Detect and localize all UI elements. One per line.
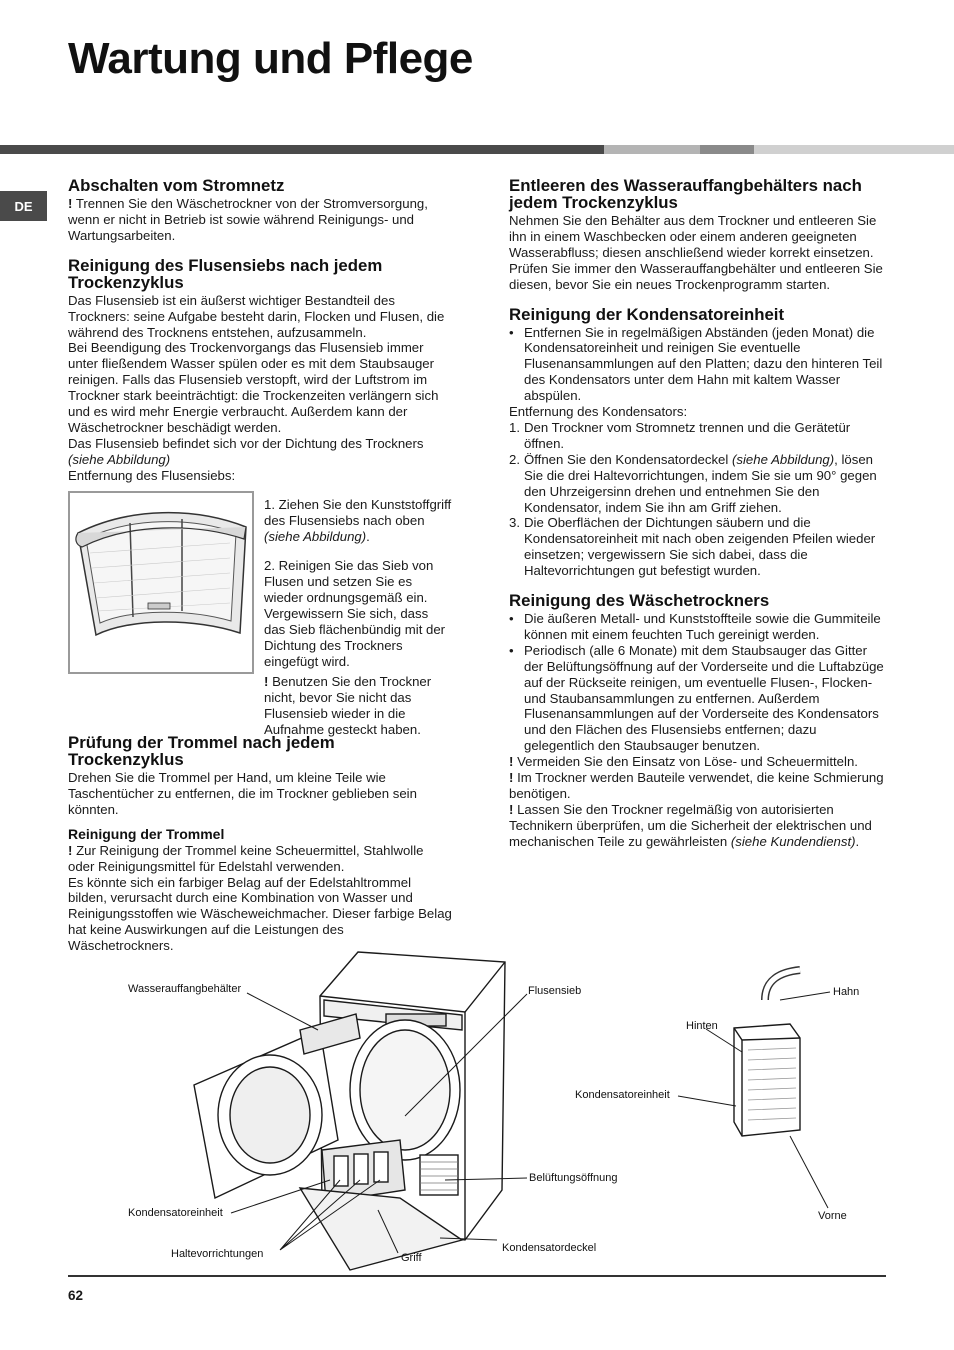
section-title: Prüfung der Trommel nach jedem Trockenzyklus [68,733,335,769]
text: Das Flusensieb befindet sich vor der Dichtung des Trockners [68,435,424,451]
section-cleaning [509,592,889,850]
text: , lösen Sie die drei Haltevorrichtungen, indem Sie sie um 90° gegen den Uhrzeigersinn drehen und entnehmen Sie den Kondensator, indem Sie ihn am Griff ziehen. [524,451,877,515]
paragraph: Prüfen Sie immer den Wasserauffangbehälter und entleeren Sie diesen, bevor Sie ein neues Trockenprogramm starten. [509,260,883,292]
label-rear: Hinten [686,1020,718,1032]
number-mark: 1. [509,419,520,435]
label-water-container: Wasserauffangbehälter [128,983,242,995]
number-mark: 3. [509,515,520,531]
paragraph: Bei Beendigung des Trockenvorgangs das Flusensieb immer unter fließendem Wasser spülen oder es mit dem Staubsauger reinigen. Falls das Flusensieb verstopft, wird der Luftstrom im Trockner stark beeinträchtigt: die Trockenzeiten verlängern sich und es wird mehr Energie verbraucht. Außerdem kann der Wäschetrockner beschädigt werden. [68,340,439,435]
section-drum [68,734,452,954]
text: Die Oberflächen der Dichtungen säubern und die Kondensatoreinheit mit nach oben zeigenden Pfeilen wieder einsetzen; vergewissern Sie sich dabei, dass die Haltevorrichtungen gut befestigt wurden. [524,515,876,579]
paragraph [68,196,452,244]
section-lint-filter [68,257,452,484]
right-column [509,177,889,850]
bullet-mark: • [509,324,514,340]
bullet-list [509,325,889,405]
label-condenser-unit-left: Kondensatoreinheit [128,1207,223,1219]
lint-filter-steps [264,484,452,683]
text: Zur Reinigung der Trommel keine Scheuermittel, Stahlwolle oder Reinigungsmittel für Edelstahl verwenden. [68,842,424,874]
label-tap: Hahn [833,986,860,998]
paragraph: Es könnte sich ein farbiger Belag auf der Edelstahltrommel bilden, verursacht durch eine Kombination von Wasser und Reinigungsstoffen wie Wäscheweichmacher. Dieser farbige Belag hat keine Auswirkungen auf die Leistungen des Wäschetrockners. [68,874,452,954]
text: Die äußeren Metall- und Kunststoffteile sowie die Gummiteile können mit einem feuchten Tuch gereinigt werden. [524,611,881,642]
text: Vermeiden Sie den Einsatz von Löse- und Scheuermitteln. [513,754,858,770]
list-item [509,643,889,754]
paragraph [68,436,452,468]
left-column-lower [68,734,452,954]
numbered-list [509,420,889,579]
warning-mark: ! [509,754,514,770]
warning-mark: ! [264,674,269,690]
footer-rule [68,1275,886,1277]
left-column [68,177,452,497]
text: 1. Ziehen Sie den Kunststoffgriff des Flusensiebs nach oben [264,497,452,529]
section-title: Entleeren des Wasserauffangbehälters nach jedem Trockenzyklus [509,176,862,212]
text: Den Trockner vom Stromnetz trennen und die Gerätetür öffnen. [524,419,851,451]
text: Benutzen Sie den Trockner nicht, bevor Sie nicht das Flusensieb wieder in die Aufnahme gesteckt haben. [264,674,432,737]
subsection-title: Reinigung der Trommel [68,825,225,842]
language-tab: DE [0,191,47,221]
page-title: Wartung und Pflege [68,34,473,83]
warning-mark: ! [509,770,514,786]
header-bar-pale [754,145,954,154]
reference: (siehe Abbildung) [264,529,367,544]
lint-filter-illustration [68,491,254,674]
label-condenser-unit-right: Kondensatoreinheit [575,1089,670,1101]
text: . [366,529,370,544]
text: Trennen Sie den Wäschetrockner von der Stromversorgung, wenn er nicht in Betrieb ist sowie während Reinigungs- und Wartungsarbeiten. [68,196,428,243]
label-ventilation: Belüftungsöffnung [529,1172,618,1184]
warning-mark: ! [68,842,73,858]
number-mark: 2. [509,451,520,467]
section-disconnect [68,177,452,244]
bullet-list [509,611,889,754]
paragraph: Das Flusensieb ist ein äußerst wichtiger Bestandteil des Trockners: seine Aufgabe besteht darin, Flocken und Flusen, die während des Trocknens entstehen, aufzusammeln. [68,292,445,340]
text: Öffnen Sie den Kondensatordeckel [524,451,732,467]
paragraph: Drehen Sie die Trommel per Hand, um kleine Teile wie Taschentücher zu entfernen, die im Trockner geblieben sein könnten. [68,770,417,817]
warning-mark: ! [509,801,514,817]
paragraph [68,843,452,875]
bullet-mark: • [509,642,514,658]
bullet-mark: • [509,611,514,627]
reference: (siehe Abbildung) [68,451,171,467]
section-water-container [509,177,889,293]
warning-mark: ! [68,196,73,211]
text: Im Trockner werden Bauteile verwendet, die keine Schmierung benötigen. [509,770,884,801]
section-condenser [509,306,889,580]
list-item [509,452,889,516]
list-item [509,325,889,405]
paragraph: Entfernung des Kondensators: [509,404,688,420]
paragraph [509,770,889,802]
paragraph: Entfernung des Flusensiebs: [68,467,236,483]
list-item [509,611,889,643]
section-title: Abschalten vom Stromnetz [68,176,285,195]
list-item [509,420,889,452]
label-front: Vorne [818,1210,847,1222]
paragraph [509,754,889,770]
header-bar-mid [700,145,754,154]
label-condenser-cover: Kondensatordeckel [502,1242,597,1254]
text: Lassen Sie den Trockner regelmäßig von autorisierten Technikern überprüfen, um die Sicherheit der elektrischen und mechanischen Teile zu gewährleisten [509,801,872,849]
text: Entfernen Sie in regelmäßigen Abständen (jeden Monat) die Kondensatoreinheit und reinigen Sie eventuelle Flusenansammlungen auf den Platten; dazu den hinteren Teil des Kondensators unter dem Hahn mit kaltem Wasser abspülen. [524,324,883,404]
step-1 [264,497,452,545]
step-2: 2. Reinigen Sie das Sieb von Flusen und setzen Sie es wieder ordnungsgemäß ein. Vergewissern Sie sich, dass das Sieb flächenbündig mit der Dichtung des Trockners eingefügt wird. [264,558,446,669]
reference: (siehe Abbildung) [731,451,835,467]
list-item [509,515,889,579]
text: . [855,833,860,849]
section-title: Reinigung des Wäschetrockners [509,591,770,611]
text: Periodisch (alle 6 Monate) mit dem Staubsauger das Gitter der Belüftungsöffnung auf der Vorderseite und die Luftabzüge auf der Rückseite reinigen, um eventuelle Flusen-, Flocken- und Staubansammlungen zu entfernen. Außerdem Flusenansammlungen auf der Vorderseite des Kondensators und den Flächen des Flusensiebs entfernen; dazu gelegentlich den Staubsauger benutzen. [524,642,884,754]
page-number: 62 [68,1288,84,1303]
section-title: Reinigung der Kondensatoreinheit [509,304,785,324]
paragraph [509,802,889,850]
label-fasteners: Haltevorrichtungen [171,1248,264,1260]
reference: (siehe Kundendienst) [730,833,856,849]
header-bar-dark [0,145,604,154]
label-lint-filter: Flusensieb [528,985,582,997]
header-bar-light [604,145,700,154]
paragraph [68,674,452,738]
section-title: Reinigung des Flusensiebs nach jedem Trockenzyklus [68,255,383,292]
lint-filter-drawing [70,493,252,672]
label-handle: Griff [401,1252,422,1264]
paragraph: Nehmen Sie den Behälter aus dem Trockner und entleeren Sie ihn in einem Waschbecken oder einem anderen geeigneten Wasserabfluss; diesen anschließend wieder korrekt einsetzen. [509,213,877,260]
